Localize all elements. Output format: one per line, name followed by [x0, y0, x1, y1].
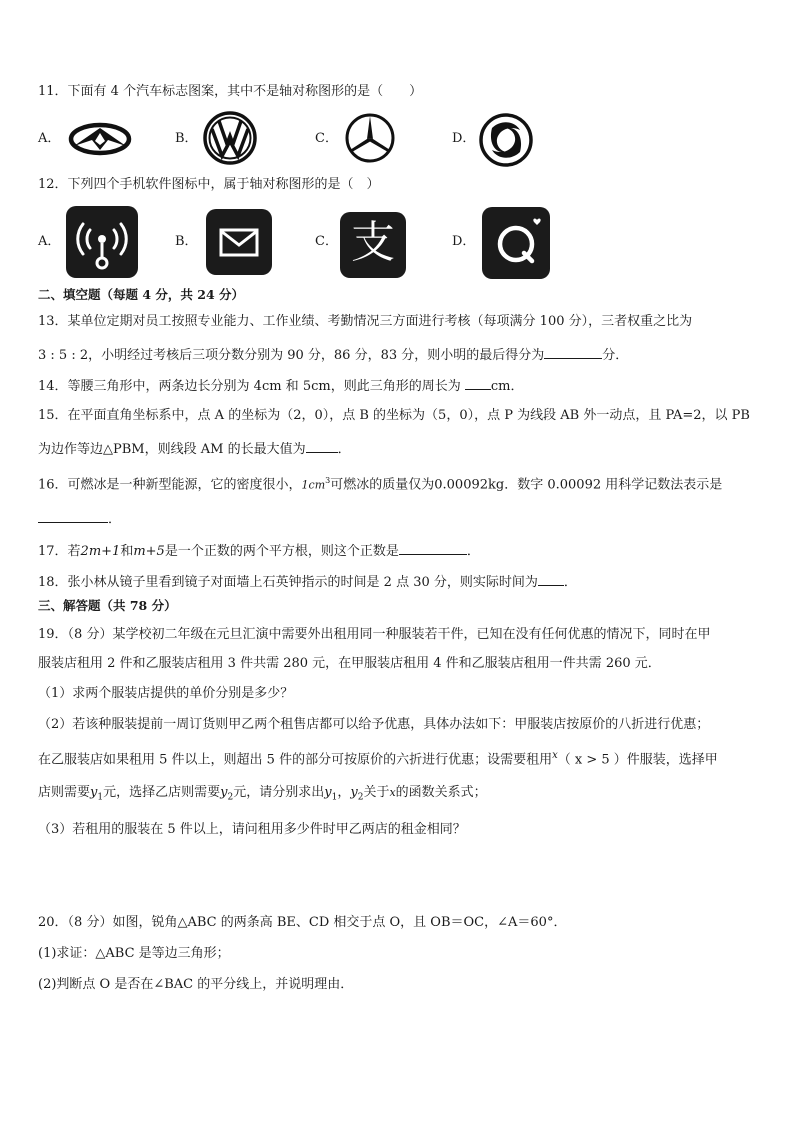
q19-part2-line3-f: 的函数关系式；: [395, 785, 487, 800]
q11-option-a-label: A．: [38, 131, 61, 146]
q16-end: ．: [108, 512, 122, 527]
q11-option-d-label: D．: [452, 131, 476, 146]
q15-line2: [38, 438, 351, 459]
q11-option-b-label: B．: [175, 131, 198, 146]
q19-part2-line3-a: 店则需要: [38, 785, 91, 800]
q17-end: ．: [466, 544, 480, 559]
q19-part3: （3）若租用的服装在 5 件以上，请问租用多少件时甲乙两店的租金相同？: [38, 822, 466, 837]
q18-answer-blank: [538, 571, 564, 586]
q15-line2-end: ．: [337, 442, 351, 457]
dongfeng-logo-icon: [478, 112, 534, 168]
q19-y1: y: [90, 785, 98, 800]
q20-part1: (1)求证：△ABC 是等边三角形；: [38, 946, 230, 961]
mercedes-logo-icon: [344, 112, 396, 164]
q19-y2-ref: y: [350, 785, 358, 800]
q19-condition: （ x > 5 ）: [557, 752, 627, 768]
q17-expr1: 2m+1: [80, 544, 121, 559]
q20-line1: 20．（8 分）如图，锐角△ABC 的两条高 BE、CD 相交于点 O，且 OB＝OC，∠A＝60°．: [38, 915, 567, 930]
q16-text-a: 16．可燃冰是一种新型能源，它的密度很小，: [38, 477, 302, 493]
q19-y1-ref: y: [324, 785, 332, 800]
q20-part2: (2)判断点 O 是否在∠BAC 的平分线上，并说明理由．: [38, 977, 354, 992]
q19-part2-line3-b: 元，选择乙店则需要: [103, 785, 221, 800]
q19-line1: 19．（8 分）某学校初二年级在元旦汇演中需要外出租用同一种服装若干件，已知在没有任何优惠的情况下，同时在甲: [38, 627, 711, 642]
q12-option-b-label: B．: [175, 234, 198, 249]
q16-unit-exponent: 3: [325, 476, 331, 485]
alipay-character: 支: [351, 217, 395, 268]
q16-answer-blank: [38, 508, 108, 523]
q13-line2: [38, 344, 628, 365]
q16-unit: 1cm: [301, 478, 326, 492]
q17-answer-blank: [399, 540, 467, 555]
alipay-app-icon: [340, 212, 406, 278]
q17-expr2: m+5: [133, 544, 165, 559]
q16-answer-line: [38, 508, 121, 529]
q17-line: [38, 540, 480, 561]
q19-part2-line1: （2）若该种服装提前一周订货则甲乙两个租售店都可以给予优惠，具体办法如下：甲服装店按原价的八折进行优惠；: [38, 717, 710, 732]
q16-mass: 0.00092kg: [434, 477, 505, 493]
q19-part2-line2: [38, 747, 718, 769]
q18-end: ．: [563, 575, 577, 590]
q19-var-x: x: [552, 750, 558, 761]
q19-part2-line2-a: 在乙服装店如果租用 5 件以上，则超出 5 件的部分可按原价的六折进行优惠；设需要租用: [38, 752, 553, 768]
q19-part2-line3-e: 关于: [363, 785, 390, 800]
q13-line2-end: 分．: [602, 348, 629, 363]
q12-option-c-label: C．: [315, 234, 338, 249]
q15-line1: 15．在平面直角坐标系中，点 A 的坐标为（2，0），点 B 的坐标为（5，0），点 P 为线段 AB 外一动点，且 PA=2，以 PB: [38, 408, 750, 423]
q16-line: [38, 472, 722, 494]
q19-y1-ref-sub: 1: [331, 792, 338, 803]
q19-part2-line3: [38, 784, 487, 807]
q16-text-c: ．数字 0.00092 用科学记数法表示是: [504, 477, 723, 493]
mail-app-icon: [206, 209, 272, 275]
q14-text: 14．等腰三角形中，两条边长分别为 4cm 和 5cm，则此三角形的周长为: [38, 379, 461, 394]
q17-text-a: 17．若: [38, 544, 81, 559]
q14-end: cm．: [490, 379, 524, 394]
q17-text-b: 和: [120, 544, 134, 559]
q19-part1: （1）求两个服装店提供的单价分别是多少？: [38, 686, 294, 701]
q13-ratio: 3 : 5 : 2: [38, 348, 89, 363]
q14-line: [38, 375, 523, 396]
q12-stem: 12．下列四个手机软件图标中，属于轴对称图形的是（ ）: [38, 177, 380, 192]
q13-line1: 13．某单位定期对员工按照专业能力、工作业绩、考勤情况三方面进行考核（每项满分 100 分），三者权重之比为: [38, 314, 693, 329]
volkswagen-logo-icon: [203, 111, 257, 165]
q19-line2: 服装店租用 2 件和乙服装店租用 3 件共需 280 元，在甲服装店租用 4 件和乙服装店租用一件共需 260 元．: [38, 656, 661, 671]
q13-answer-blank: [544, 344, 602, 359]
search-q-app-icon: [482, 207, 550, 279]
q19-var-x-ref: x: [389, 786, 396, 799]
q11-stem: 11．下面有 4 个汽车标志图案，其中不是轴对称图形的是（ ）: [38, 84, 423, 99]
q12-option-a-label: A．: [38, 234, 61, 249]
q14-answer-blank: [465, 375, 491, 390]
q19-part2-line3-d: ，: [337, 785, 351, 800]
q18-line: [38, 571, 577, 592]
q19-y1-sub: 1: [97, 792, 104, 803]
q18-text: 18．张小林从镜子里看到镜子对面墙上石英钟指示的时间是 2 点 30 分，则实际时间为: [38, 575, 538, 590]
q15-answer-blank: [306, 438, 338, 453]
q17-text-c: 是一个正数的两个平方根，则这个正数是: [164, 544, 399, 559]
q19-part2-line3-c: 元，请分别求出: [233, 785, 325, 800]
q11-option-c-label: C．: [315, 131, 338, 146]
q13-line2-text: ，小明经过考核后三项分数分别为 90 分，86 分，83 分，则小明的最后得分为: [88, 348, 545, 363]
q19-y2-ref-sub: 2: [357, 792, 364, 803]
infiniti-logo-icon: [68, 122, 132, 156]
q16-text-b: 可燃冰的质量仅为: [330, 477, 435, 493]
q15-line2-text: 为边作等边△PBM，则线段 AM 的长最大值为: [38, 442, 306, 457]
section3-title: 三、解答题（共 78 分）: [38, 598, 177, 613]
wifi-key-app-icon: [66, 206, 138, 278]
section2-title: 二、填空题（每题 4 分，共 24 分）: [38, 287, 245, 302]
q19-part2-line2-b: 件服装，选择甲: [626, 752, 718, 768]
q12-option-d-label: D．: [452, 234, 476, 249]
q19-y2-sub: 2: [227, 792, 234, 803]
q19-y2: y: [220, 785, 228, 800]
